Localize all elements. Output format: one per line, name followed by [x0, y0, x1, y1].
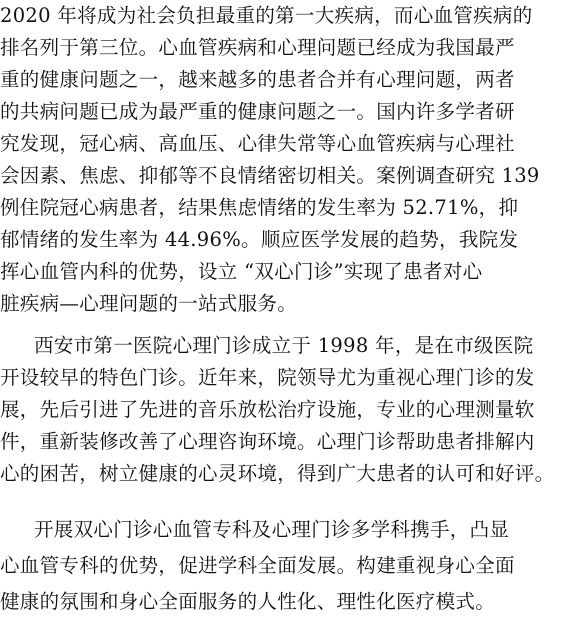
paragraph-1-line-4: 的共病问题已成为最严重的健康问题之一。国内许多学者研 [0, 100, 515, 123]
paragraph-1-line-7: 例住院冠心病患者，结果焦虑情绪的发生率为 52.71%，抑 [0, 196, 519, 219]
paragraph-1-line-2: 排名列于第三位。心血管疾病和心理问题已经成为我国最严 [0, 36, 515, 59]
paragraph-3-line-3: 健康的氛围和身心全面服务的人性化、理性化医疗模式。 [0, 590, 496, 613]
paragraph-1-line-8: 郁情绪的发生率为 44.96%。顺应医学发展的趋势，我院发 [0, 228, 519, 251]
paragraph-2-line-4: 件，重新装修改善了心理咨询环境。心理门诊帮助患者排解内 [0, 430, 535, 453]
paragraph-2-line-5: 心的困苦，树立健康的心灵环境，得到广大患者的认可和好评。 [0, 462, 555, 485]
paragraph-2-line-3: 展，先后引进了先进的音乐放松治疗设施，专业的心理测量软 [0, 398, 535, 421]
paragraph-3-line-2: 心血管专科的优势，促进学科全面发展。构建重视身心全面 [0, 554, 515, 577]
paragraph-1-line-9: 挥心血管内科的优势，设立 “双心门诊”实现了患者对心 [0, 260, 483, 283]
paragraph-3-line-1: 开展双心门诊心血管专科及心理门诊多学科携手，凸显 [34, 518, 510, 541]
paragraph-1-line-3: 重的健康问题之一，越来越多的患者合并有心理问题，两者 [0, 68, 515, 91]
paragraph-2-line-2: 开设较早的特色门诊。近年来，院领导尤为重视心理门诊的发 [0, 366, 535, 389]
paragraph-1-line-5: 究发现，冠心病、高血压、心律失常等心血管疾病与心理社 [0, 132, 515, 155]
paragraph-1-line-10: 脏疾病—心理问题的一站式服务。 [0, 292, 298, 315]
paragraph-1-line-1: 2020 年将成为社会负担最重的第一大疾病，而心血管疾病的 [0, 4, 533, 27]
paragraph-1-line-6: 会因素、焦虑、抑郁等不良情绪密切相关。案例调查研究 139 [0, 164, 540, 187]
paragraph-2-line-1: 西安市第一医院心理门诊成立于 1998 年，是在市级医院 [34, 334, 534, 357]
